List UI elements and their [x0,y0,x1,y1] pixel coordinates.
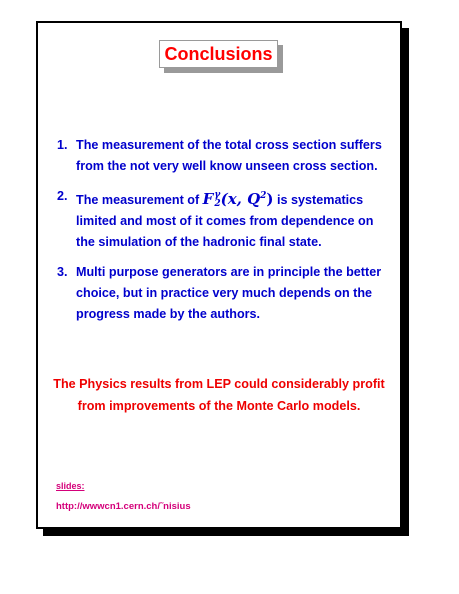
list-item-text-after: is systematics limited and most of it comes from dependence on the simulation of the hadronic final state. [76,193,374,249]
slides-url-link[interactable]: http://wwwcn1.cern.ch/˜nisius [56,501,191,512]
formula-argument-exponent: 2 [260,191,267,201]
list-item-number: 1. [57,138,68,152]
list-item-text: The measurement of the total cross section suffers from the not very well know unseen cross section. [76,138,382,173]
list-item-2 [57,186,392,253]
slides-label: slides: [56,481,85,491]
formula-symbol: F [202,190,214,208]
formula-argument-close: ) [266,190,274,208]
formula-argument: (x, Q [220,190,261,208]
formula-superscript: γ [214,190,221,200]
list-item-text: Multi purpose generators are in principle the better choice, but in practice very much depends on the progress made by the authors. [76,265,382,321]
formula-subscript: 2 [214,199,221,209]
list-item-1 [57,135,392,177]
structure-function-formula [203,190,274,208]
slide-title: Conclusions [159,40,278,68]
slide-frame [36,21,402,529]
list-item-number: 2. [57,189,68,203]
summary-statement: The Physics results from LEP could considerably profit from improvements of the Monte Carlo models. [53,377,385,413]
list-item-number: 3. [57,265,68,279]
conclusion-list [57,135,392,334]
list-item-text-before: The measurement of [76,193,200,207]
title-box [159,40,278,68]
list-item-3 [57,262,392,325]
